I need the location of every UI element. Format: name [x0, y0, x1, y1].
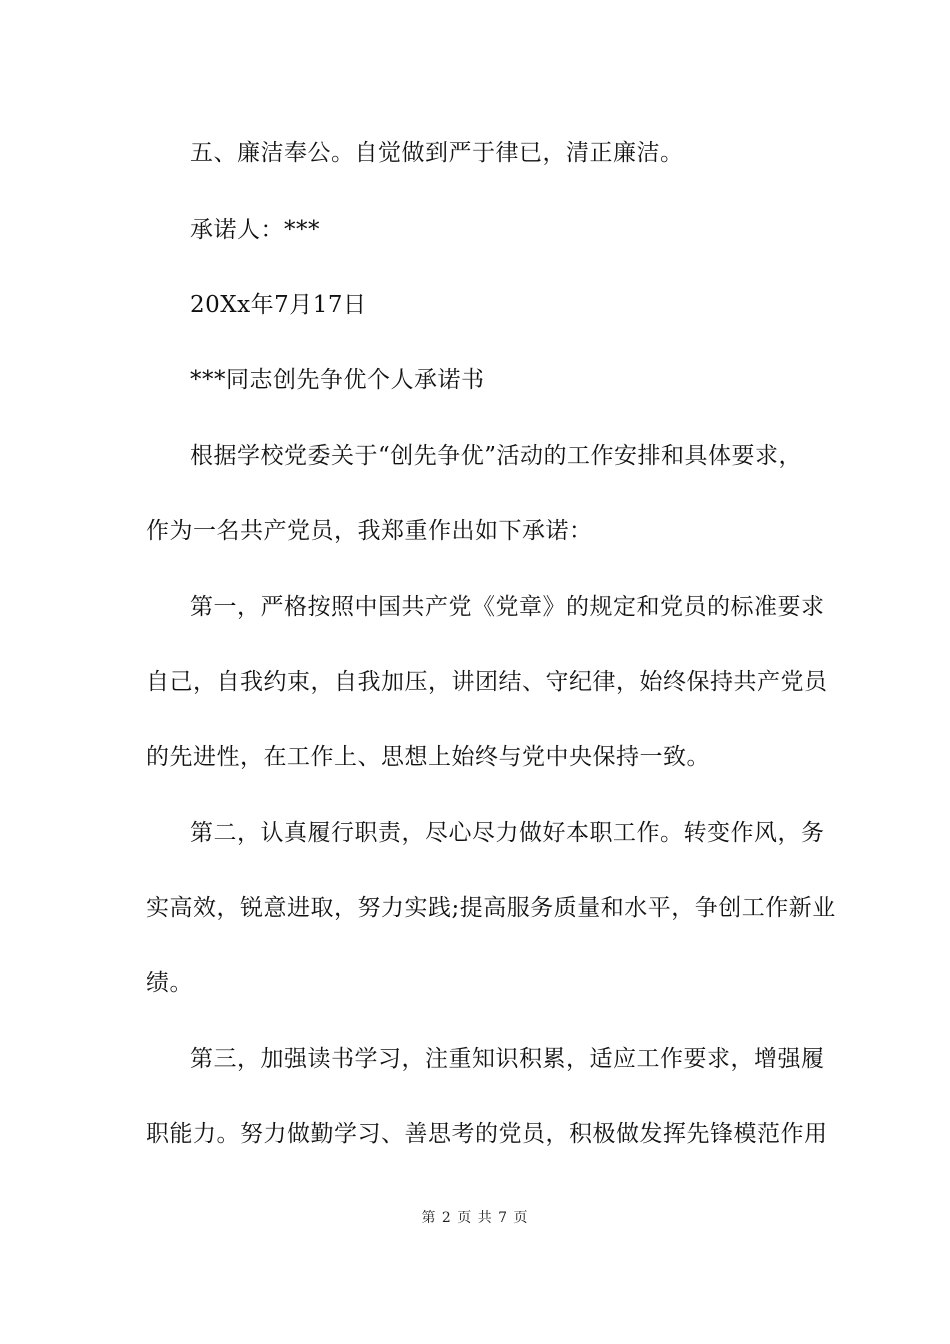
signatory-line: 承诺人：***	[190, 217, 320, 243]
date-line: 20Xx年7月17日	[190, 292, 367, 318]
clause-one-line-3: 的先进性，在工作上、思想上始终与党中央保持一致。	[146, 744, 710, 770]
intro-line-1: 根据学校党委关于“创先争优”活动的工作安排和具体要求，	[190, 443, 803, 469]
clause-three-line-1: 第三，加强读书学习，注重知识积累，适应工作要求，增强履	[190, 1046, 825, 1072]
clause-one-line-1: 第一，严格按照中国共产党《党章》的规定和党员的标准要求	[190, 594, 825, 620]
intro-line-2: 作为一名共产党员，我郑重作出如下承诺：	[146, 518, 593, 544]
section-title: ***同志创先争优个人承诺书	[190, 367, 485, 393]
clause-two-line-1: 第二，认真履行职责，尽心尽力做好本职工作。转变作风，务	[190, 820, 825, 846]
clause-five-line: 五、廉洁奉公。自觉做到严于律已，清正廉洁。	[190, 140, 684, 166]
clause-three-line-2: 职能力。努力做勤学习、善思考的党员，积极做发挥先锋模范作用	[146, 1121, 828, 1147]
clause-one-line-2: 自己，自我约束，自我加压，讲团结、守纪律，始终保持共产党员	[146, 669, 828, 695]
page-number-footer: 第 2 页 共 7 页	[421, 1210, 529, 1226]
clause-two-line-3: 绩。	[146, 970, 193, 996]
clause-two-line-2: 实高效，锐意进取，努力实践;提高服务质量和水平，争创工作新业	[146, 895, 836, 921]
